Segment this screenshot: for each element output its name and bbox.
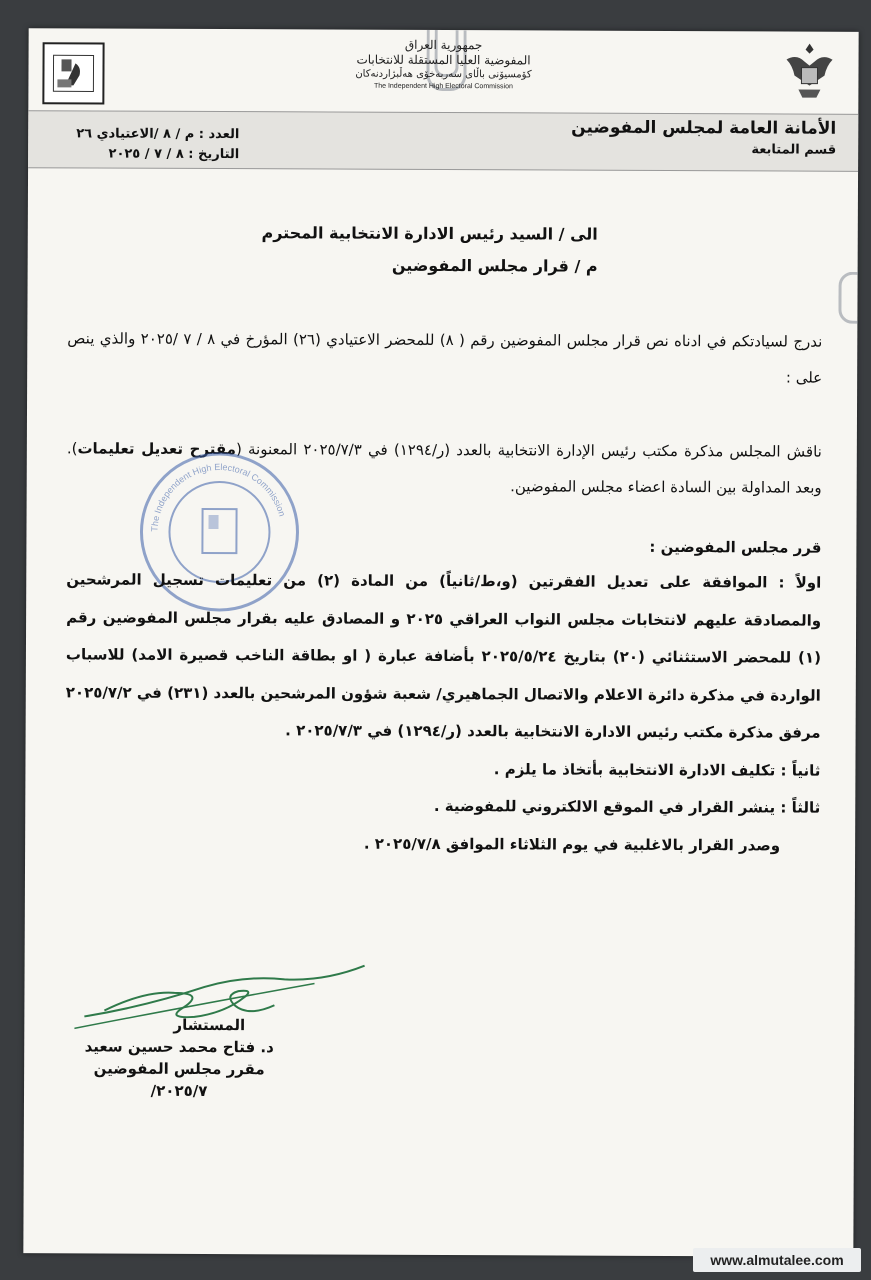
document-page bbox=[23, 28, 858, 1257]
ihec-logo-icon bbox=[42, 42, 104, 104]
decision-item-1: اولاً : الموافقة على تعديل الفقرتين (و،ط/ثانياً) من المادة (٢) من تعليمات تسجيل المرشحين والمصادقة عليهم لانتخابات مجلس النواب العراقي ٢٠٢٥ و المصادق عليه بقرار مجلس المفوضين رقم (١) للمحضر الاستثنائي (٢٠) بتاريخ ٢٠٢٥/٥/٢٤ بأضافة عبارة ( او بطاقة الناخب قصيرة الامد) للاسباب الواردة في مذكرة دائرة الاعلام والاتصال الجماهيري/ شعبة شؤون المرشحين بالعدد (٢٣١) في ٢٠٢٥/٧/٢ مرفق مذكرة مكتب رئيس الادارة الانتخابية بالعدد (ر/١٢٩٤) في ٢٠٢٥/٧/٣ . bbox=[65, 570, 822, 742]
signatory-name: د. فتاح محمد حسين سعيد bbox=[84, 1037, 274, 1057]
header-reference bbox=[76, 124, 239, 165]
reference-number: العدد : م / ٨ /الاعتيادي ٢٦ bbox=[76, 126, 240, 143]
decision-item-3: ثالثاً : ينشر القرار في الموقع الالكتروني للمفوضية . bbox=[433, 796, 821, 817]
subject-line: م / قرار مجلس المفوضين bbox=[391, 255, 598, 276]
letterhead-org-english: The Independent High Electoral Commission bbox=[373, 82, 513, 91]
decision-items bbox=[65, 561, 821, 864]
addressee-block bbox=[261, 217, 598, 282]
department-title: الأمانة العامة لمجلس المفوضين bbox=[571, 117, 837, 139]
letterhead bbox=[288, 37, 598, 92]
stamp-text: The Independent High Electoral Commission bbox=[149, 461, 288, 532]
discussion-title-bold: مقترح تعديل تعليمات bbox=[77, 439, 237, 459]
discussion-text-b: ). وبعد المداولة بين السادة اعضاء مجلس المفوضين. bbox=[66, 439, 822, 497]
section-name: قسم المتابعة bbox=[751, 142, 837, 158]
addressee: الى / السيد رئيس الادارة الانتخابية المحترم bbox=[261, 223, 598, 244]
signatory-date: ٢٠٢٥/٧/ bbox=[150, 1081, 208, 1100]
signatory-role: مقرر مجلس المفوضين bbox=[93, 1059, 265, 1079]
discussion-text-a: ناقش المجلس مذكرة مكتب رئيس الإدارة الانتخابية بالعدد (ر/١٢٩٤) في ٢٠٢٥/٧/٣ المعنونة ( bbox=[235, 440, 822, 461]
letterhead-org-kurdish: كۆمسیۆنی باڵای سەربەخۆی هەڵبژاردنەکان bbox=[355, 68, 532, 81]
signatory-title: المستشار bbox=[173, 1015, 246, 1035]
header-department bbox=[571, 115, 836, 160]
intro-paragraph: ندرج لسيادتكم في ادناه نص قرار مجلس المفوضين رقم ( ٨) للمحضر الاعتيادي (٢٦) المؤرخ في ٨ / ٧ /٢٠٢٥ والذي ينص على : bbox=[67, 329, 823, 387]
decision-item-2: ثانياً : تكليف الادارة الانتخابية بأتخاذ ما يلزم . bbox=[493, 759, 821, 780]
letterhead-country: جمهورية العراق bbox=[404, 37, 483, 53]
side-clip-icon bbox=[838, 272, 858, 324]
letterhead-org-arabic: المفوضية العليا المستقلة للانتخابات bbox=[356, 52, 531, 68]
decision-closing: وصدر القرار بالاغلبية في يوم الثلاثاء الموافق ٢٠٢٥/٧/٨ . bbox=[363, 834, 781, 854]
signatory-block bbox=[64, 1013, 294, 1102]
reference-date: التاريخ : ٨ / ٧ / ٢٠٢٥ bbox=[108, 146, 240, 163]
eagle-emblem-icon bbox=[780, 37, 838, 105]
site-watermark: www.almutalee.com bbox=[693, 1248, 861, 1272]
decision-heading: قرر مجلس المفوضين : bbox=[649, 537, 822, 557]
